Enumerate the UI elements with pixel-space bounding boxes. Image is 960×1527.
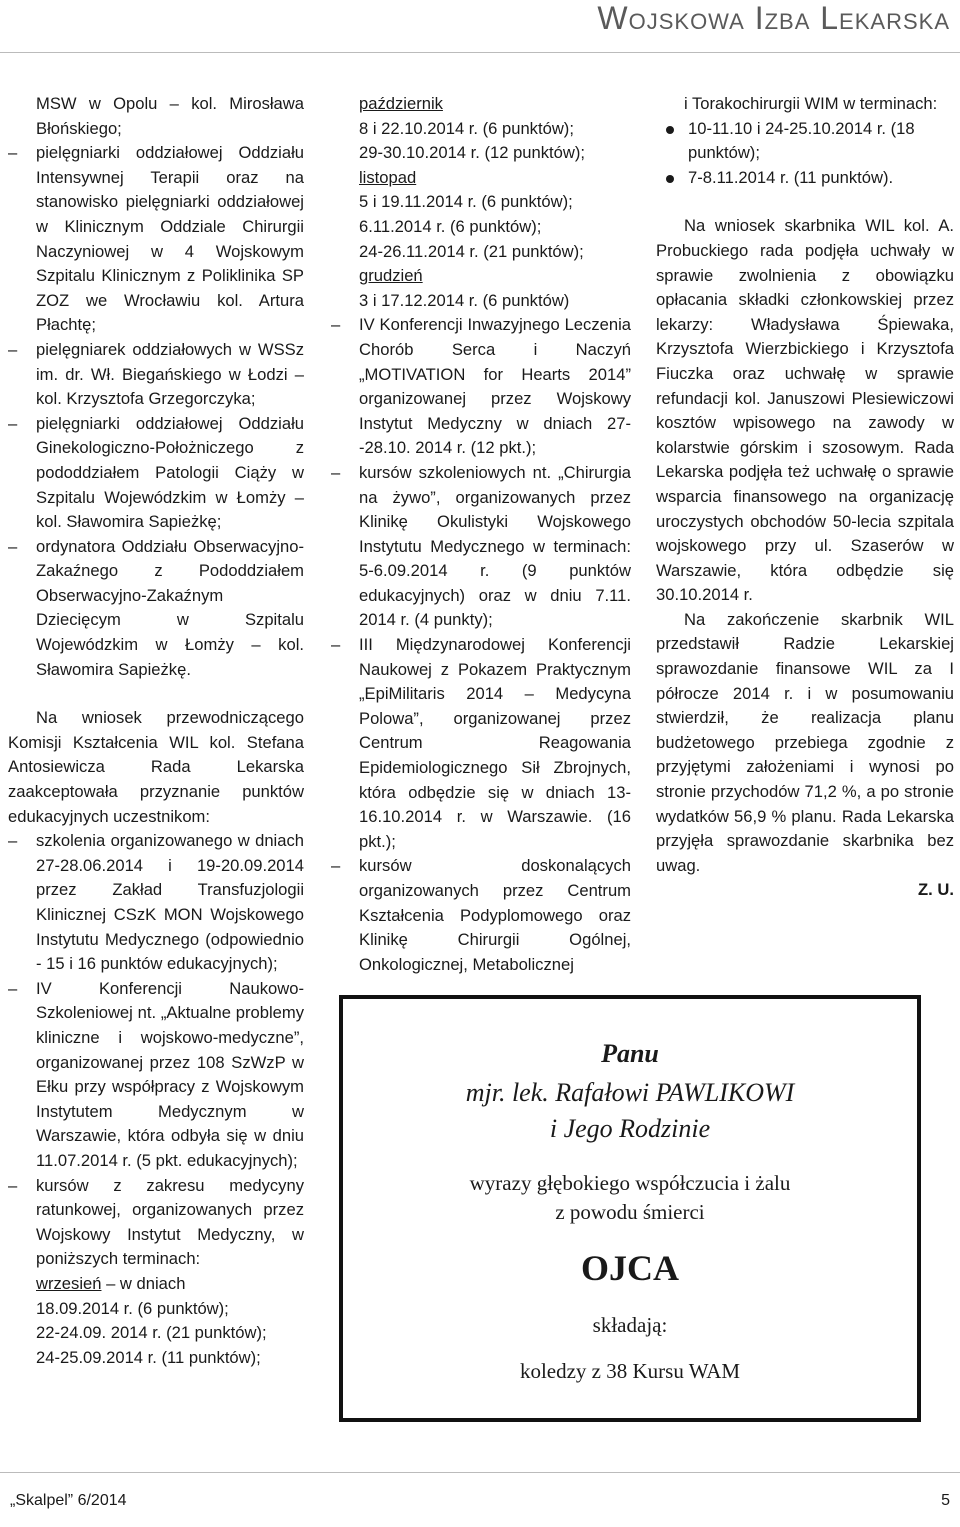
condolence-addressee-title: Panu	[601, 1039, 659, 1068]
journal-issue: „Skalpel” 6/2014	[10, 1492, 127, 1509]
page-header-title: Wojskowa Izba Lekarska	[597, 0, 950, 36]
list-item: – IV Konferencji Inwazyjnego Leczenia Chorób Serca i Naczyń „MOTIVATION for Hearts 2014” organizowanej przez Wojskowy Instytut Medyczny w dniach 27--28.10. 2014 r. (12 pkt.);	[331, 313, 631, 461]
list-item: – szkolenia organizowanego w dniach 27-28.06.2014 i 19-20.09.2014 przez Zakład Transfuzjologii Klinicznej CSzK MON Wojskowego Instytutu Medycznego (odpowiednio - 15 i 16 punktów edukacyjnych);	[8, 829, 304, 977]
offered-by-label: składają:	[592, 1313, 668, 1337]
spacer	[656, 190, 954, 214]
paragraph-commission: Na wniosek przewodniczącego Komisji Kształcenia WIL kol. Stefana Antosiewicza Rada Lekarska zaakceptowała przyznanie punktów edukacyjnych uczestnikom:	[8, 708, 304, 826]
date-line: 6.11.2014 r. (6 punktów);	[359, 216, 542, 236]
bullet-icon	[666, 126, 674, 134]
column-1	[8, 92, 304, 1370]
list-item: – kursów szkoleniowych nt. „Chirurgia na żywo”, organizowanych przez Klinikę Okulistyki Wojskowego Instytutu Medycznego w terminach: 5-6.09.2014 r. (9 punktów edukacyjnych) oraz w dniu 7.11. 2014 r. (4 punkty);	[331, 461, 631, 633]
month-suffix: – w dniach	[101, 1273, 186, 1293]
date-line: 29-30.10.2014 r. (12 punktów);	[359, 143, 586, 163]
month-label: październik	[359, 94, 443, 113]
condolence-senders: koledzy z 38 Kursu WAM	[519, 1359, 741, 1383]
deceased-label: OJCA	[581, 1248, 679, 1288]
paragraph-continued: i Torakochirurgii WIM w terminach:	[684, 94, 938, 113]
list-item: – III Międzynarodowej Konferencji Naukowej z Pokazem Praktycznym „EpiMilitaris 2014 – Medycyna Polowa”, organizowanej przez Centrum Reagowania Epidemiologicznego Sił Zbrojnych, która odbędzie się w dniach 13-16.10.2014 r. w Warszawie. (16 pkt.);	[331, 633, 631, 854]
date-line: 3 i 17.12.2014 r. (6 punktów)	[359, 290, 570, 310]
bullet-icon	[666, 175, 674, 183]
list-item: – pielęgniarki oddziałowej Oddziału Intensywnej Terapii oraz na stanowisko pielęgniarki oddziałowej w Klinicznym Oddziale Chirurgii Naczyniowej w 4 Wojskowym Szpitalu Klinicznym z Poliklinika SP ZOZ we Wrocławiu kol. Artura Płachtę;	[8, 141, 304, 338]
page-number: 5	[941, 1492, 950, 1509]
bullet-text: 10-11.10 i 24-25.10.2014 r. (18 punktów);	[688, 118, 915, 163]
column-2	[331, 92, 631, 977]
bullet-text: 7-8.11.2014 r. (11 punktów).	[688, 167, 894, 187]
list-item: – IV Konferencji Naukowo-Szkoleniowej nt. „Aktualne problemy kliniczne i wojskowo-medyczne”, organizowanej przez 108 SzWzP w Ełku przy współpracy z Wojskowym Instytutem Medycznym w Warszawie, która odbyła się w dniu 11.07.2014 r. (5 pkt. edukacyjnych);	[8, 977, 304, 1174]
date-line: 8 i 22.10.2014 r. (6 punktów);	[359, 118, 574, 138]
condolence-addressee	[343, 1075, 917, 1147]
date-line: 22-24.09. 2014 r. (21 punktów);	[36, 1323, 267, 1343]
paragraph-financial: Na zakończenie skarbnik WIL przedstawił Radzie Lekarskiej sprawozdanie finansowe WIL za I półrocze 2014 r. i w posumowaniu stwierdził, że realizacja planu budżetowego przebiega zgodnie z przyjętymi założeniami i wynosi po stronie przychodów 71,2 %, a po stronie wydatków 56,9 % planu. Rada Lekarska przyjęła sprawozdanie skarbnika bez uwag.	[656, 609, 954, 875]
message-line: wyrazy głębokiego współczucia i żalu	[469, 1171, 791, 1195]
date-line: 18.09.2014 r. (6 punktów);	[36, 1298, 229, 1318]
spacer	[8, 682, 304, 706]
message-line: z powodu śmierci	[555, 1200, 705, 1224]
list-item: – kursów doskonalących organizowanych przez Centrum Kształcenia Podyplomowego oraz Klinikę Chirurgii Ogólnej, Onkologicznej, Metabolicznej	[331, 854, 631, 977]
month-line	[8, 1272, 304, 1297]
paragraph-treasurer: Na wniosek skarbnika WIL kol. A. Probuckiego rada podjęła uchwały w sprawie zwolnienia z obowiązku opłacania składki członkowskiej przez lekarzy: Władysława Śpiewaka, Krzysztofa Wierzbickiego i Krzysztofa Fiuczka oraz uchwałę w sprawie refundacji kol. Januszowi Plesiewiczowi kosztów wpisowego na zawody w kolarstwie górskim i szosowym. Rada Lekarska podjęła też uchwałę o sprawie wsparcia finansowego na organizację uroczystych obchodów 50-lecia szpitala wojskowego przy ul. Szaserów w Warszawie, która odbędzie się 30.10.2014 r.	[656, 216, 954, 605]
date-line: 24-25.09.2014 r. (11 punktów);	[36, 1347, 261, 1367]
month-label: grudzień	[359, 266, 423, 286]
paragraph-intro: MSW w Opolu – kol. Mirosława Błońskiego;	[36, 94, 304, 138]
list-item: – ordynatora Oddziału Obserwacyjno-Zakaźnego z Pododdziałem Obserwacyjno-Zakaźnym Dziecięcym w Szpitalu Wojewódzkim w Łomży – kol. Sławomira Sapieżkę.	[8, 535, 304, 683]
list-item: – pielęgniarek oddziałowych w WSSz im. dr. Wł. Biegańskiego w Łodzi – kol. Krzysztofa Grzegorczyka;	[8, 338, 304, 412]
addressee-family: i Jego Rodzinie	[549, 1114, 711, 1143]
condolence-box	[339, 995, 921, 1422]
footer-divider	[0, 1472, 960, 1473]
list-item: – pielęgniarki oddziałowej Oddziału Ginekologiczno-Położniczego z pododdziałem Patologii Ciąży w Szpitalu Wojewódzkim w Łomży – kol. Sławomira Sapieżkę;	[8, 412, 304, 535]
author-signature: Z. U.	[918, 880, 954, 900]
addressee-name: mjr. lek. Rafałowi PAWLIKOWI	[465, 1078, 795, 1107]
date-line: 24-26.11.2014 r. (21 punktów);	[359, 241, 584, 261]
condolence-message	[343, 1169, 917, 1227]
list-item: – kursów z zakresu medycyny ratunkowej, organizowanych przez Wojskowy Instytut Medyczny, w poniższych terminach:	[8, 1174, 304, 1272]
header-divider	[0, 52, 960, 53]
bullet-item	[656, 117, 954, 166]
bullet-item	[656, 166, 954, 191]
column-3	[656, 92, 954, 903]
month-label: listopad	[359, 167, 417, 187]
month-label: wrzesień	[36, 1273, 102, 1293]
date-line: 5 i 19.11.2014 r. (6 punktów);	[359, 192, 573, 212]
